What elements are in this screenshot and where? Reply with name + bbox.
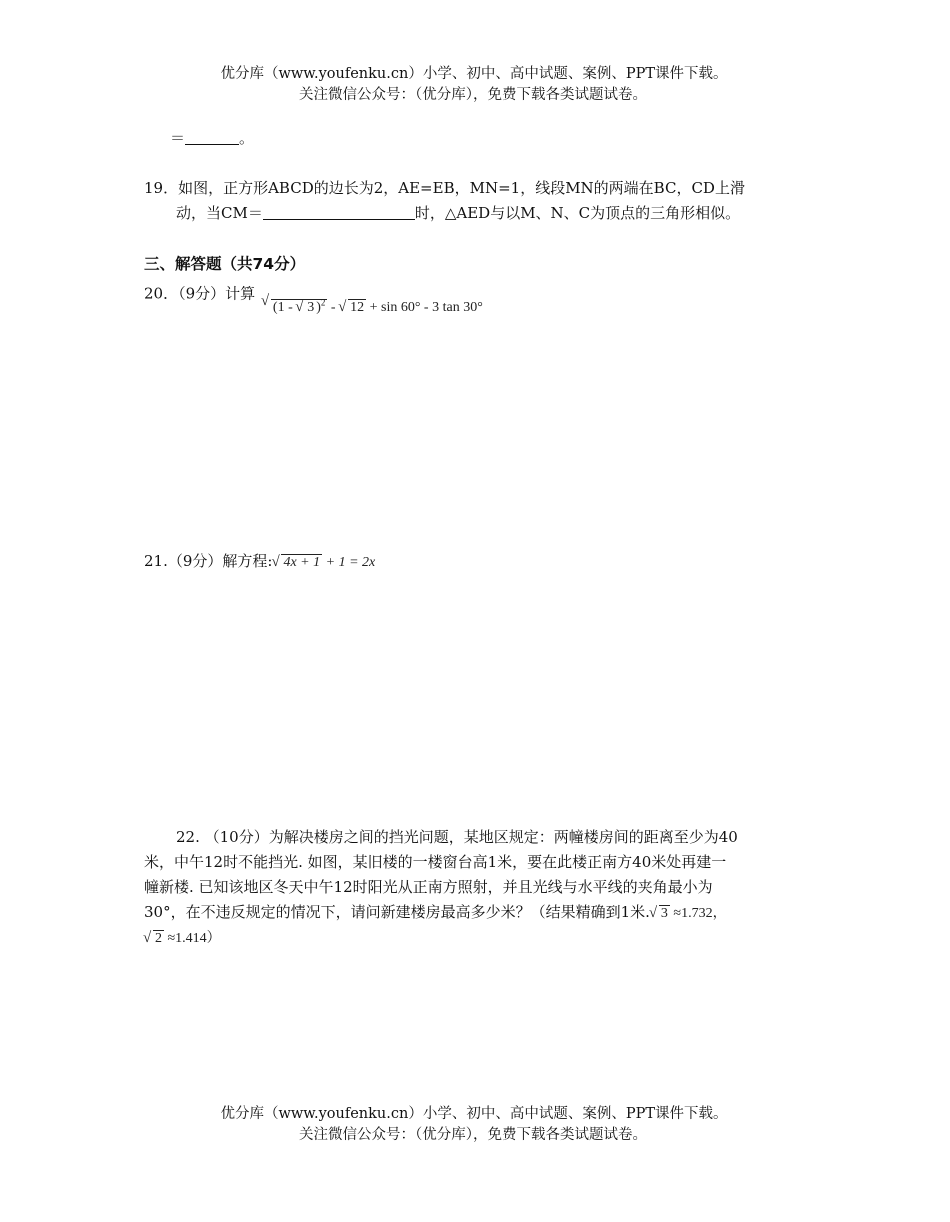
q20-r3: 3 (307, 299, 315, 315)
q18-answer-blank (185, 128, 239, 145)
q22-r2: 2 (155, 931, 162, 946)
q20-line (144, 279, 483, 315)
q19-text-2a: 动，当CM＝ (176, 204, 263, 222)
q20-f-inner: (1 - (272, 299, 297, 315)
q22-line-3: 幢新楼. 已知该地区冬天中午12时阳光从正南方照射，并且光线与水平线的夹角最小为 (144, 878, 713, 896)
q20-label: 20．（9分）计算 (144, 284, 256, 303)
q18-suffix: 。 (239, 129, 255, 147)
q22-sqrt3 (650, 906, 727, 921)
q20-f-close: ) (316, 299, 321, 315)
q19-line-2 (176, 202, 740, 224)
q20-f-mid: - (327, 299, 340, 315)
section-3-title: 三、解答题（共74分） (144, 255, 306, 273)
q21-label: 21.（9分）解方程: (144, 552, 273, 570)
q21-line (144, 550, 375, 574)
footer-line-1: 优分库（www.youfenku.cn）小学、初中、高中试题、案例、PPT课件下载。 (220, 1106, 728, 1122)
q20-radical-3 (296, 297, 316, 319)
q22-approx2: ≈1.414） (164, 931, 221, 946)
q19-line-1 (144, 177, 745, 199)
q18-answer-line (170, 127, 254, 149)
q21-formula (272, 555, 375, 570)
q22-line-2: 米，中午12时不能挡光. 如图，某旧楼的一楼窗台高1米，要在此楼正南方40米处再建一 (144, 853, 727, 871)
q18-prefix: ＝ (170, 129, 186, 147)
q19-number: 19． (144, 179, 179, 197)
q21-radicand: 4x + 1 (283, 555, 321, 570)
q19-text-1: 如图，正方形ABCD的边长为2，AE=EB，MN=1，线段MN的两端在BC，CD上滑 (178, 179, 745, 197)
q22-line-1: 22. （10分）为解决楼房之间的挡光问题，某地区规定：两幢楼房间的距离至少为40 (176, 828, 738, 846)
q20-f-tail: + sin 60° - 3 tan 30° (366, 299, 483, 315)
header-line-2: 关注微信公众号：（优分库），免费下载各类试题试卷。 (299, 87, 647, 103)
header-line-1: 优分库（www.youfenku.cn）小学、初中、高中试题、案例、PPT课件下载。 (220, 66, 728, 82)
q21-f-tail: + 1 = 2x (322, 555, 376, 570)
q20-r12: 12 (350, 299, 365, 315)
page-header (0, 64, 950, 106)
q20-formula (262, 297, 483, 315)
q22-radical-3 (650, 903, 670, 925)
q22-line-5 (144, 926, 221, 950)
q21-radical (272, 552, 322, 574)
q20-radical-12 (339, 297, 366, 319)
q22-approx1: ≈1.732， (669, 906, 727, 921)
q22-sqrt2 (144, 931, 221, 946)
q19-answer-blank (263, 203, 415, 220)
footer-line-2: 关注微信公众号：（优分库），免费下载各类试题试卷。 (299, 1127, 647, 1143)
page-footer (0, 1104, 950, 1146)
q19-text-2b: 时，△AED与以M、N、C为顶点的三角形相似。 (414, 204, 741, 222)
q22-radical-2 (144, 928, 164, 950)
q20-radical-1 (262, 291, 328, 319)
q22-r3: 3 (660, 906, 668, 921)
q20-f-sup: 2 (320, 297, 326, 307)
q22-text-4: 30°，在不违反规定的情况下，请问新建楼房最高多少米？（结果精确到1米. (144, 903, 650, 921)
q22-line-4 (144, 901, 727, 925)
